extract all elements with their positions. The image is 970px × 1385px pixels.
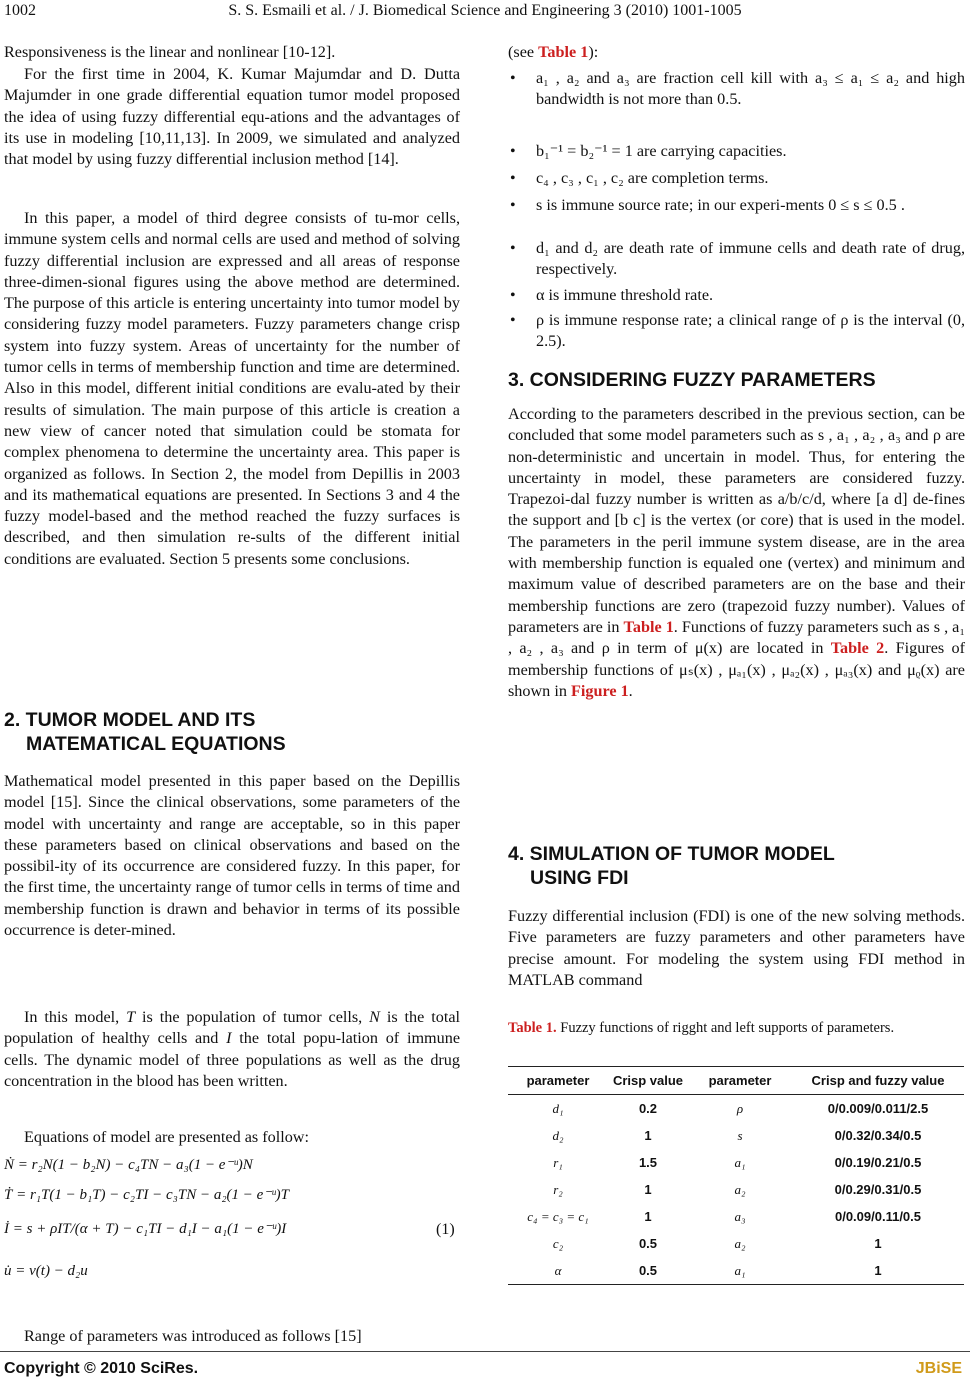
- cell-fuzzy-value: 0/0.09/0.11/0.5: [834, 1209, 922, 1224]
- paragraph-parameter-range: Range of parameters was introduced as follows [15]: [24, 1327, 362, 1345]
- paragraph-populations: In this model, T is the population of tumor cells, N is the total population of healthy cells and I the total popu-lation of immune cells. The dynamic model of three populations as well as the drug concentration in the blood has been written.: [4, 1008, 461, 1090]
- cell-parameter: r₂: [553, 1181, 563, 1197]
- cell-fuzzy-value: 0/0.32/0.34/0.5: [834, 1128, 922, 1143]
- cell-parameter: α: [508, 1257, 608, 1285]
- section-2-heading: 2. TUMOR MODEL AND ITS MATEMATICAL EQUATIONS: [4, 709, 286, 755]
- equation-drug: u̇ = v(t) − d₂u: [4, 1263, 88, 1279]
- figure-1-link[interactable]: Figure 1: [570, 681, 629, 700]
- table-row: [508, 1203, 964, 1230]
- running-title: S. S. Esmaili et al. / J. Biomedical Science and Engineering 3 (2010) 1001-1005: [228, 2, 742, 19]
- cell-parameter-2: a₂: [734, 1235, 746, 1251]
- col-header-fuzzy-value: Crisp and fuzzy value: [792, 1067, 964, 1095]
- cell-parameter: c₂: [552, 1235, 564, 1251]
- page-number: 1002: [4, 2, 36, 19]
- col-header-parameter-2: parameter: [688, 1067, 792, 1095]
- bullet-completion-terms: • c₄ , c₃ , c₁ , c₂ are completion terms.: [510, 169, 769, 187]
- bullet-carrying-capacities: • b₁⁻¹ = b₂⁻¹ = 1 are carrying capacities.: [510, 142, 787, 160]
- cell-crisp-value: 0.5: [608, 1257, 688, 1285]
- table-row: [508, 1230, 964, 1257]
- cell-parameter-2: s: [737, 1127, 743, 1143]
- footer-journal: JBiSE: [915, 1360, 962, 1377]
- table-ref-line: (see Table 1):: [508, 43, 599, 61]
- paragraph-model-basis: Mathematical model presented in this paper based on the Depillis model [15]. Since the clinical observations, some parameters of the model with uncertainty and range are acceptable, so in this paper these parameters based on clinical observations and based on the possibil-ity of its occurrence are considered fuzzy. In this paper, for the first time, the uncertainty range of tumor cells in terms of time and membership function is drawn and behavior in terms of its possible occurrence is deter-mined.: [4, 772, 460, 940]
- cell-parameter: r₁: [553, 1154, 563, 1170]
- table-1-caption: Table 1. Fuzzy functions of rigght and left supports of parameters.: [508, 1020, 895, 1036]
- cell-parameter-2: ρ: [736, 1100, 744, 1116]
- cell-fuzzy-value: 1: [792, 1257, 964, 1285]
- table-row: [508, 1176, 964, 1203]
- cell-crisp-value: 1: [644, 1182, 652, 1197]
- bullet-immune-response: • ρ is immune response rate; a clinical range of ρ is the interval (0, 2.5).: [510, 311, 965, 351]
- cell-parameter: d₁: [552, 1100, 564, 1116]
- cell-crisp-value: 0.2: [638, 1101, 658, 1116]
- footer-divider: [0, 1351, 970, 1352]
- cell-fuzzy-value: 1: [874, 1236, 882, 1251]
- paragraph-equations-intro: Equations of model are presented as follow:: [24, 1128, 309, 1146]
- cell-fuzzy-value: 0/0.29/0.31/0.5: [834, 1182, 922, 1197]
- paragraph-overview: In this paper, a model of third degree consists of tu-mor cells, immune system cells and normal cells are used and method of solving fuzzy differential inclusion are expressed and all areas of response three-dimen-sional figures using the above method are determined. The purpose of this article is entering uncertainty into tumor model by considering fuzzy model parameters. Fuzzy parameters change crisp system into fuzzy system. Areas of uncertainty for the number of tumor cells in terms of membership function and time are determined. Also in this model, different initial conditions are evalu-ated by their results of simulation. The main purpose of this article is creation a new view of cancer noted that simulation could be stomata for complex phenomena to determine the uncertainty area. This paper is organized as follows. In Section 2, the model from Depillis in 2003 and its mathematical equations are presented. In Sections 3 and 4 the fuzzy model-based and the method reached the fuzzy surfaces is described, and then simulation re-sults of the different initial conditions are evaluated. Section 5 presents some conclusions.: [4, 209, 460, 568]
- table-row: [508, 1122, 964, 1149]
- cell-parameter-2: a₃: [734, 1208, 746, 1224]
- cell-parameter-2: a₂: [734, 1181, 746, 1197]
- cell-crisp-value: 0.5: [638, 1236, 658, 1251]
- table-1-link[interactable]: Table 1: [538, 43, 589, 61]
- table-row: [508, 1095, 964, 1123]
- table-row: [508, 1149, 964, 1176]
- parameter-table: [508, 1066, 964, 1285]
- equation-number: (1): [436, 1221, 455, 1238]
- section-4-heading: 4. SIMULATION OF TUMOR MODEL USING FDI: [508, 843, 835, 889]
- paragraph-intro-end: Responsiveness is the linear and nonlinear [10-12].: [4, 43, 336, 61]
- cell-crisp-value: 1: [644, 1209, 652, 1224]
- cell-fuzzy-value: 0/0.19/0.21/0.5: [834, 1155, 922, 1170]
- equation-normal-cells: Ṅ = r₂N(1 − b₂N) − c₄TN − a₃(1 − e⁻ᵘ)N: [4, 1157, 253, 1173]
- footer-copyright: Copyright © 2010 SciRes.: [4, 1360, 199, 1377]
- paragraph-fuzzy-parameters: According to the parameters described in the previous section, can be concluded that some model parameters such as s , a₁ , a₂ , a₃ and ρ are non-deterministic and uncertain in model. Thus, for entering the uncertainty in model, these parameters are considered fuzzy. Trapezoi-dal fuzzy number is written as a/b/c/d, where [a d] de-fines the support and [b c] is the vertex (or core) that is used in the model. The parameters in the peril immune system disease, are in the area with membership function is equaled one (vertex) and minimum and maximum value of described parameters are on the base and their membership functions are zero (trapezoid fuzzy number). Values of parameters are in Table 1. Functions of fuzzy parameters such as s , a₁ , a₂ , a₃ and ρ in term of μ(x) are located in Table 2. Figures of membership functions of μₛ(x) , μₐ₁(x) , μₐ₂(x) , μₐ₃(x) and μᵨ(x) are shown in Figure 1.: [508, 405, 966, 700]
- cell-parameter: c₄ = c₃ = c₁: [527, 1208, 589, 1224]
- table-1-link-2[interactable]: Table 1: [623, 617, 674, 636]
- col-header-crisp-value: Crisp value: [608, 1067, 688, 1095]
- cell-parameter: d₂: [552, 1127, 564, 1143]
- cell-fuzzy-value: 0/0.009/0.011/2.5: [827, 1101, 929, 1116]
- bullet-death-rates: • d₁ and d₂ are death rate of immune cells and death rate of drug, respectively.: [510, 239, 965, 279]
- table-2-link[interactable]: Table 2: [830, 639, 885, 658]
- cell-parameter-2: a₁: [688, 1257, 792, 1285]
- paragraph-history: For the first time in 2004, K. Kumar Majumdar and D. Dutta Majumder in one grade differential equation tumor model proposed the idea of using fuzzy differential equ-ations and the advantages of its use in modeling [10,11,13]. In 2009, we simulated and analyzed that model by using fuzzy differential inclusion method [14].: [4, 65, 460, 169]
- left-column: [4, 42, 461, 1345]
- bullet-threshold-rate: • α is immune threshold rate.: [510, 286, 714, 304]
- col-header-parameter: parameter: [508, 1067, 608, 1095]
- equation-immune-cells: İ = s + ρIT/(α + T) − c₁TI − d₁I − a₁(1 − e⁻ᵘ)I: [4, 1221, 287, 1237]
- paragraph-fdi: Fuzzy differential inclusion (FDI) is one of the new solving methods. Five parameters are fuzzy parameters and other parameters have precise amount. For modeling the system using FDI method in MATLAB command: [508, 907, 965, 989]
- bullet-fraction-cell-kill: • a₁ , a₂ and a₃ are fraction cell kill with a₃ ≤ a₁ ≤ a₂ and high bandwidth is not more than 0.5.: [510, 69, 965, 109]
- equation-tumor-cells: Ṫ = r₁T(1 − b₁T) − c₂TI − c₃TN − a₂(1 − e⁻ᵘ)T: [4, 1187, 289, 1203]
- cell-crisp-value: 1.5: [638, 1155, 658, 1170]
- table-row: [508, 1257, 964, 1285]
- cell-crisp-value: 1: [644, 1128, 652, 1143]
- bullet-immune-source: • s is immune source rate; in our experi-ments 0 ≤ s ≤ 0.5 .: [510, 196, 905, 214]
- cell-parameter-2: a₁: [734, 1154, 746, 1170]
- section-3-heading: 3. CONSIDERING FUZZY PARAMETERS: [508, 369, 876, 391]
- table-header-row: [508, 1067, 964, 1095]
